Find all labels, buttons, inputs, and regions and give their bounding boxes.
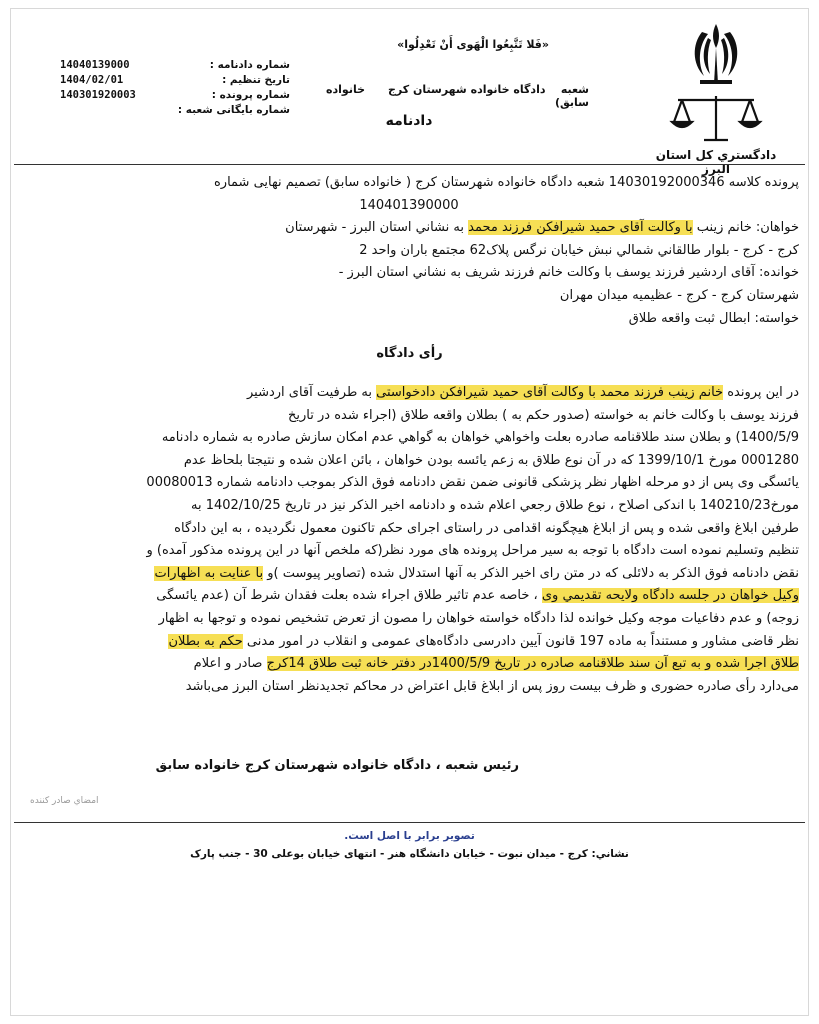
footer — [0, 830, 819, 860]
verdict-line-7: طرفين ابلاغ واقعی شده و پس از ابلاغ هيچگونه اقدامی در راستای اجرای حکم تاکنون معمول نگرديده ، به اين دادگاه — [174, 520, 799, 536]
verdict-line-9 — [19, 563, 799, 586]
ruling-highlight: حكم به بطلان — [168, 633, 243, 649]
verdict-line-13 — [19, 653, 799, 676]
plaintiff-lawyer-highlight: با وکالت آقای حمید شیرافکن فرزند محمد — [468, 220, 693, 236]
file-number-line: پرونده کلاسه 14030192000346 شعبه دادگاه خانواده شهرستان کرج ( خانواده سابق) تصمیم نهایی شماره — [213, 175, 799, 190]
meta-label: شماره بایگانی شعبه : — [177, 104, 290, 116]
verdict-line-2: فرزند يوسف با وکالت خانم به خواسته (صدور حکم به ) بطلان واقعه طلاق (اجراء شده در تاریخ — [288, 407, 799, 423]
iran-emblem-icon — [680, 18, 752, 90]
final-decision-number: 140401390000 — [359, 197, 459, 213]
signature-caption: امضاي صادر كننده — [30, 796, 99, 806]
meta-label: شماره پرونده : — [211, 89, 290, 101]
plaintiff-highlight: خانم زینب فرزند محمد با وکالت آقای حمید شیرافکن دادخواستی — [376, 385, 724, 400]
judiciary-name: دادگستري كل استان البرز — [655, 148, 777, 176]
defendant-line: خوانده: آقای اردشیر فرزند يوسف با وکالت خانم فرزند شريف به نشاني استان البرز - — [338, 265, 799, 281]
case-parties — [19, 172, 799, 330]
verdict-line-14: می‌دارد رأی صادره حضوری و ظرف بيست روز پس از ابلاغ قابل اعتراض در محاكم تجديدنظر استان البرز می‌باشد — [185, 678, 799, 694]
meta-value: 140301920003 — [60, 89, 136, 101]
statement-highlight: با عنايت به اظهارات — [154, 565, 264, 581]
request-line: خواسته: ابطال ثبت واقعه طلاق — [628, 310, 799, 326]
meta-value: 14040139000 — [60, 59, 130, 71]
verdict-line-10 — [19, 585, 799, 608]
verdict-line-6: مورخ140210/23 با اندکی اصلاح ، نوع طلاق رجعي اعلام شده و دادنامه اخير الذکر نيز در تاريخ 1402/10/25 به — [190, 497, 799, 513]
plaintiff-address: به نشاني استان البرز - شهرستان — [285, 220, 464, 236]
judiciary-header — [641, 18, 791, 176]
court-address: نشاني: کرج - میدان نبوت - خیابان دانشگاه هنر - انتهای خیابان بوعلی 30 - جنب پارک — [190, 848, 629, 860]
meta-row — [60, 103, 290, 118]
plaintiff-label: خواهان: خانم زینب — [696, 220, 799, 236]
verdict-text: ، خاصه عدم تاثير طلاق اجراء شده بعلت فقدان شرط آن (عدم يائسگی — [156, 588, 542, 604]
meta-row — [60, 73, 290, 88]
quran-verse: «فَلا تَتَّبِعُوا الْهَوى أَنْ تَعْدِلُوا» — [397, 38, 549, 51]
verdict-line-1 — [19, 382, 799, 405]
verdict-body — [19, 382, 799, 698]
court-branch-line — [289, 83, 589, 109]
ruling-highlight-cont: طلاق اجرا شده و به تبع آن سند طلاقنامه صادره در تاريخ 1400/5/9در دفتر خانه ثبت طلاق 14كرج — [266, 656, 799, 672]
meta-label: تاریخ تنظیم : — [222, 74, 290, 86]
verdict-line-12 — [19, 631, 799, 654]
document-title: دادنامه — [385, 113, 433, 129]
meta-row — [60, 58, 290, 73]
verdict-text: نقض دادنامه فوق الذكر به دلائلی كه در متن رای اخير الذكر به آنها استدلال شده (تصاوير پيوست )و — [263, 565, 799, 581]
verdict-line-8: تنظيم وتسليم نموده است دادگاه با توجه به سير مراحل پرونده های مورد نظر(كه ملخص آنها در اين پرونده مذكور آمده) و — [146, 543, 799, 559]
scales-of-justice-icon — [668, 92, 764, 144]
verdict-text: نظر قاضی مشاور و مستنداً به ماده 197 قانون آيين دادرسی دادگاه‌های عمومی و انقلاب در امور مدنی — [242, 633, 799, 649]
plaintiff-address-line2: کرج - کرج - بلوار طالقاني شمالي نبش خيابان نرگس پلاک62 مجتمع باران واحد 2 — [359, 242, 799, 258]
header-divider — [14, 164, 805, 165]
court-header — [289, 38, 589, 129]
meta-value: 1404/02/01 — [60, 74, 124, 86]
meta-label: شماره دادنامه : — [209, 59, 290, 71]
court-suffix: خانواده سابق) — [326, 83, 589, 109]
branch-label: شعبه — [560, 83, 589, 96]
verdict-line-3: 1400/5/9) و بطلان سند طلاقنامه صادره بعلت واخواهي خواهان به گواهي عدم امکان سازش صادره به شماره دادنامه — [161, 430, 799, 446]
verdict-title: رأی دادگاه — [376, 346, 443, 361]
document-meta — [60, 58, 290, 118]
lawyer-statement-highlight: وكيل خواهان در جلسه دادگاه ولايحه تقديمي وی — [541, 588, 799, 604]
plaintiff-line — [19, 217, 799, 240]
verdict-line-4: 0001280 مورخ 1399/10/1 كه در آن نوع طلاق به زعم يائسه بودن خواهان ، بائن اعلان شده و نتيجتا بلحاظ عدم — [183, 452, 799, 468]
court-name: دادگاه خانواده شهرستان کرج — [388, 83, 546, 96]
verdict-line-11: زوجه) و عدم دفاعيات موجه وكيل خوانده لذا دادگاه خواسته خواهان را مصون از تعرض تشخيص نموده و توجها به اظهار — [158, 610, 799, 626]
verdict-text: در این پرونده — [723, 385, 799, 400]
verdict-text: به طرفيت آقای اردشير — [246, 385, 377, 400]
verdict-text: صادر و اعلام — [193, 656, 267, 672]
true-copy-note: تصویر برابر با اصل است. — [344, 830, 475, 842]
signature-line: رئیس شعبه ، دادگاه خانواده شهرستان کرج خانواده سابق — [155, 758, 519, 773]
verdict-line-5: يائسگی وی پس از دو مرحله اظهار نظر پزشکی قانونی ضمن نقض دادنامه فوق الذكر بموجب دادنامه شماره 00080013 — [146, 475, 799, 491]
meta-row — [60, 88, 290, 103]
footer-divider — [14, 822, 805, 823]
defendant-address-line2: شهرستان کرج - کرج - عظیمیه میدان مهران — [559, 287, 799, 303]
